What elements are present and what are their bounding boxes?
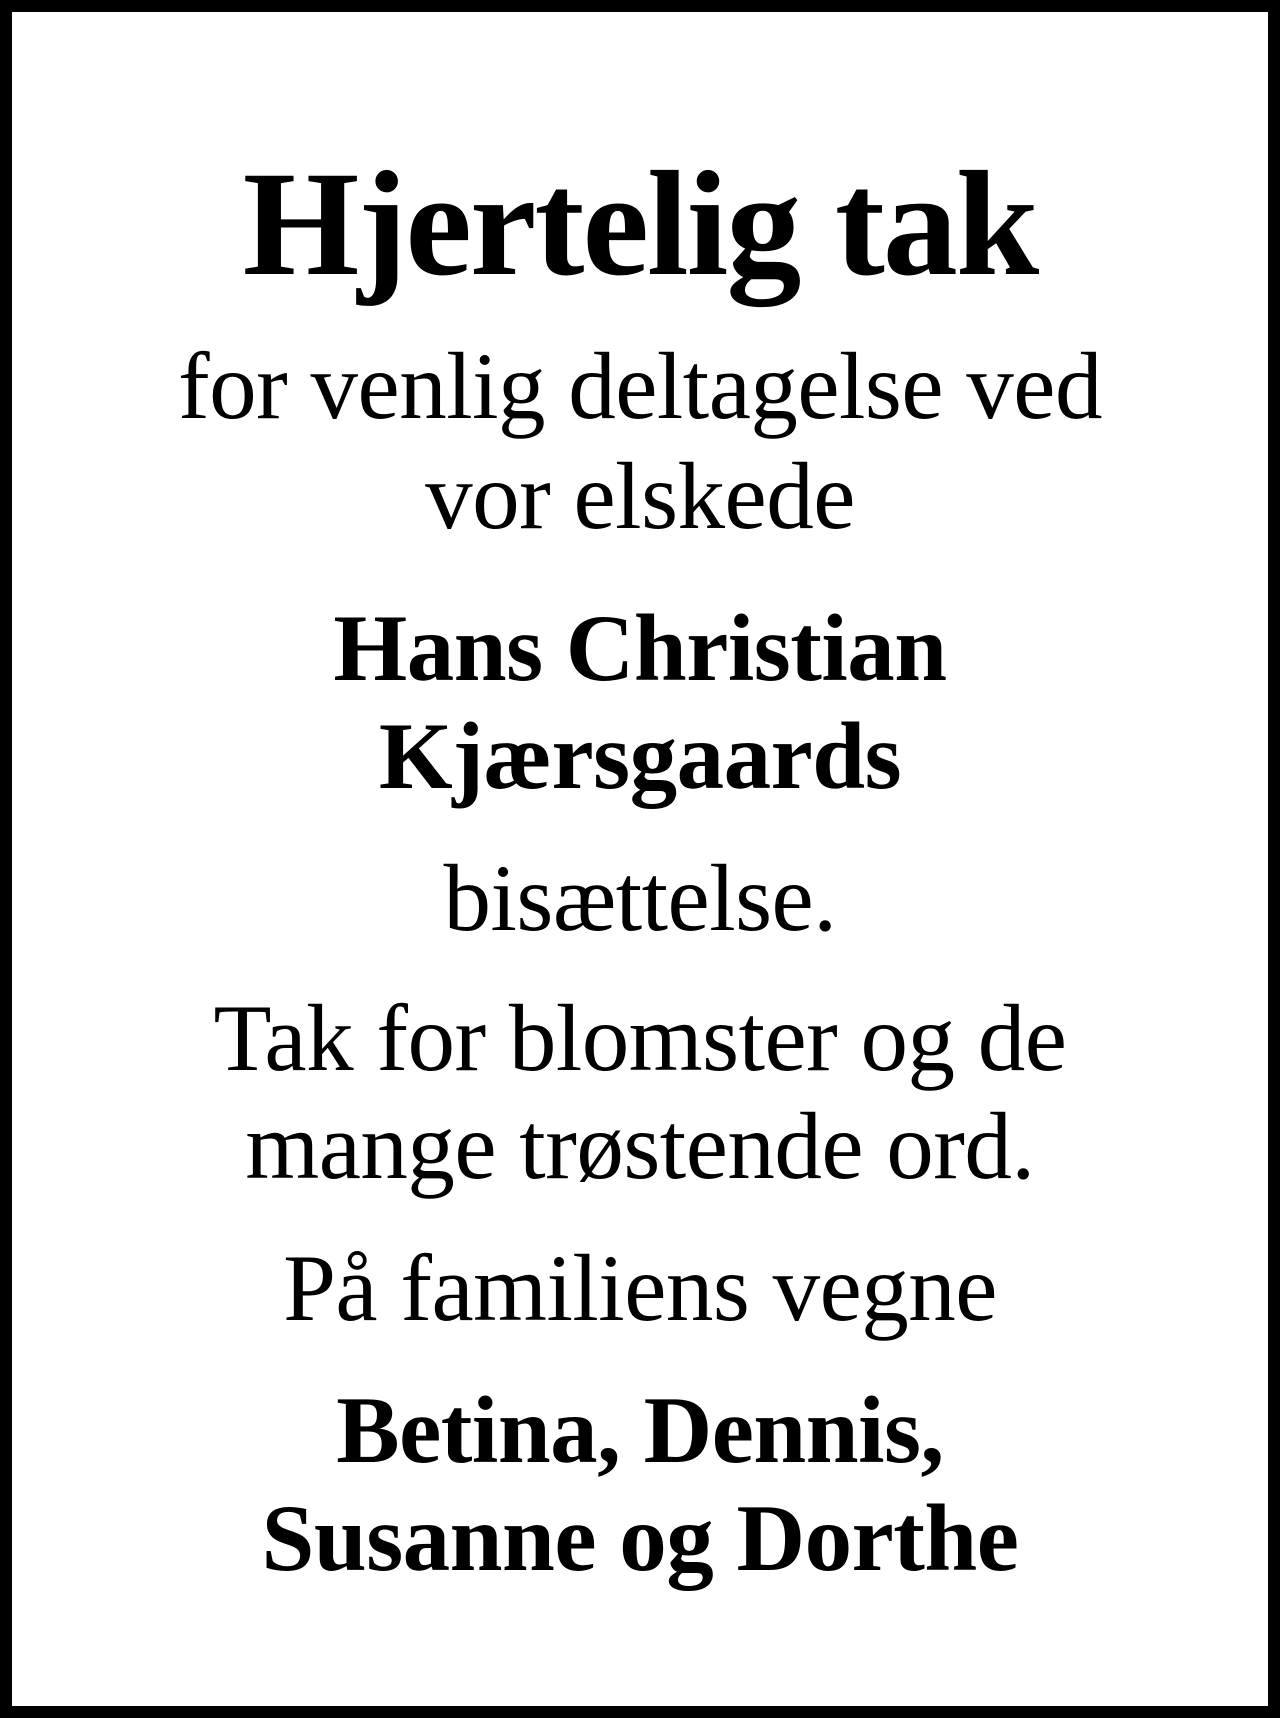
thanks-line-1: Tak for blomster og de (213, 985, 1067, 1091)
signers-line-1: Betina, Dennis, (336, 1377, 944, 1483)
event-text: bisættelse. (443, 845, 837, 951)
signers-line-2: Susanne og Dorthe (261, 1485, 1019, 1591)
thanks-line-2: mange trøstende ord. (245, 1093, 1035, 1199)
deceased-name-line-2: Kjærsgaards (378, 703, 902, 809)
notice-title: Hjertelig tak (242, 141, 1038, 307)
intro-line-1: for venlig deltagelse ved (178, 333, 1102, 439)
deceased-name-line-1: Hans Christian (333, 595, 947, 701)
on-behalf-text: På familiens vegne (283, 1235, 997, 1341)
intro-line-2: vor elskede (425, 443, 855, 549)
